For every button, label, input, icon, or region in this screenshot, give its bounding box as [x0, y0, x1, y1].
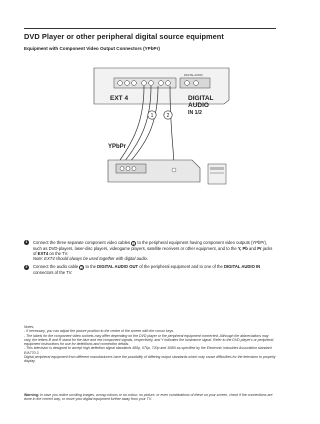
note-line: - This television is designed to accept high definition signal standards 480p, 576p, 720p and 1080i as specified by the Electronic Industries Association standard EIA770.3. — [24, 346, 272, 355]
marker-2 — [164, 111, 172, 119]
step-number: 2 — [25, 264, 28, 269]
step-2: 2 Connect the audio cable 2 to the DIGITAL AUDIO OUT of the peripheral equipment and to one of the DIGITAL AUDIO IN connectors of the TV. — [25, 264, 261, 276]
dvd-player-device — [108, 160, 226, 184]
warning-text: in case you notice scrolling images, wrong colours or no colour, no picture, or even combinations of these on your screen, check if the connections are done in the correct way, or move your digital equipment further away from your TV. — [24, 393, 273, 402]
step-number: 1 — [25, 240, 28, 245]
svg-text:1: 1 — [150, 113, 154, 119]
note-line: Digital peripheral equipment from different manufacturers have the possibility of differing output standards which may cause difficulties for the television to properly display. — [24, 355, 276, 364]
step-1-note: Note: EXT4 should always be used together with digital audio. — [33, 256, 148, 262]
section-subtitle: Equipment with Component Video Output Connectors (YPbPr) — [24, 46, 160, 51]
note-line: - If necessary, you can adjust the picture position to the centre of the screen with the cursor keys. — [24, 329, 175, 334]
note-line: - The labels for the component video sockets may differ depending on the DVD player or the peripheral equipment connected. Although the abbreviations may vary, the letters B and R stand for the blue and red component signals, respectively, and Y indicates the luminance signal. Refer to the DVD player's or peripheral equipment instructions for use for definitions and connection details. — [24, 333, 274, 347]
panel-digital-audio-label: DIGITAL AUDIO — [184, 74, 203, 77]
svg-text:2: 2 — [166, 113, 170, 119]
notes-section — [24, 325, 276, 364]
in-label: IN 1/2 — [188, 110, 202, 116]
audio-label: AUDIO — [188, 102, 209, 109]
connection-diagram — [24, 60, 276, 200]
cable-1-marker: 1 — [132, 242, 135, 246]
page-title: DVD Player or other peripheral digital source equipment — [24, 32, 224, 41]
ypbpr-label: YPbPr — [108, 144, 127, 150]
cable-2-marker: 2 — [80, 266, 83, 271]
warning-label: Warning: — [24, 393, 40, 397]
instruction-steps — [24, 240, 276, 278]
digital-label: DIGITAL — [188, 95, 214, 102]
ext4-label: EXT 4 — [110, 95, 129, 102]
warning-section — [24, 393, 276, 402]
marker-1 — [148, 111, 156, 119]
top-rule — [24, 28, 276, 29]
notes-heading: Notes: — [24, 325, 35, 329]
step-1: 1 Connect the three separate component video cables 1 to the peripheral equipment having component video outputs (YPbPr), such as DVD-players, laser-disc players, videogame players, satellite receivers or other equipment, and to the Y, Pb and Pr jacks of EXT4 on the TV. Note: EXT4 should always be used together with digital audio. — [24, 240, 276, 261]
